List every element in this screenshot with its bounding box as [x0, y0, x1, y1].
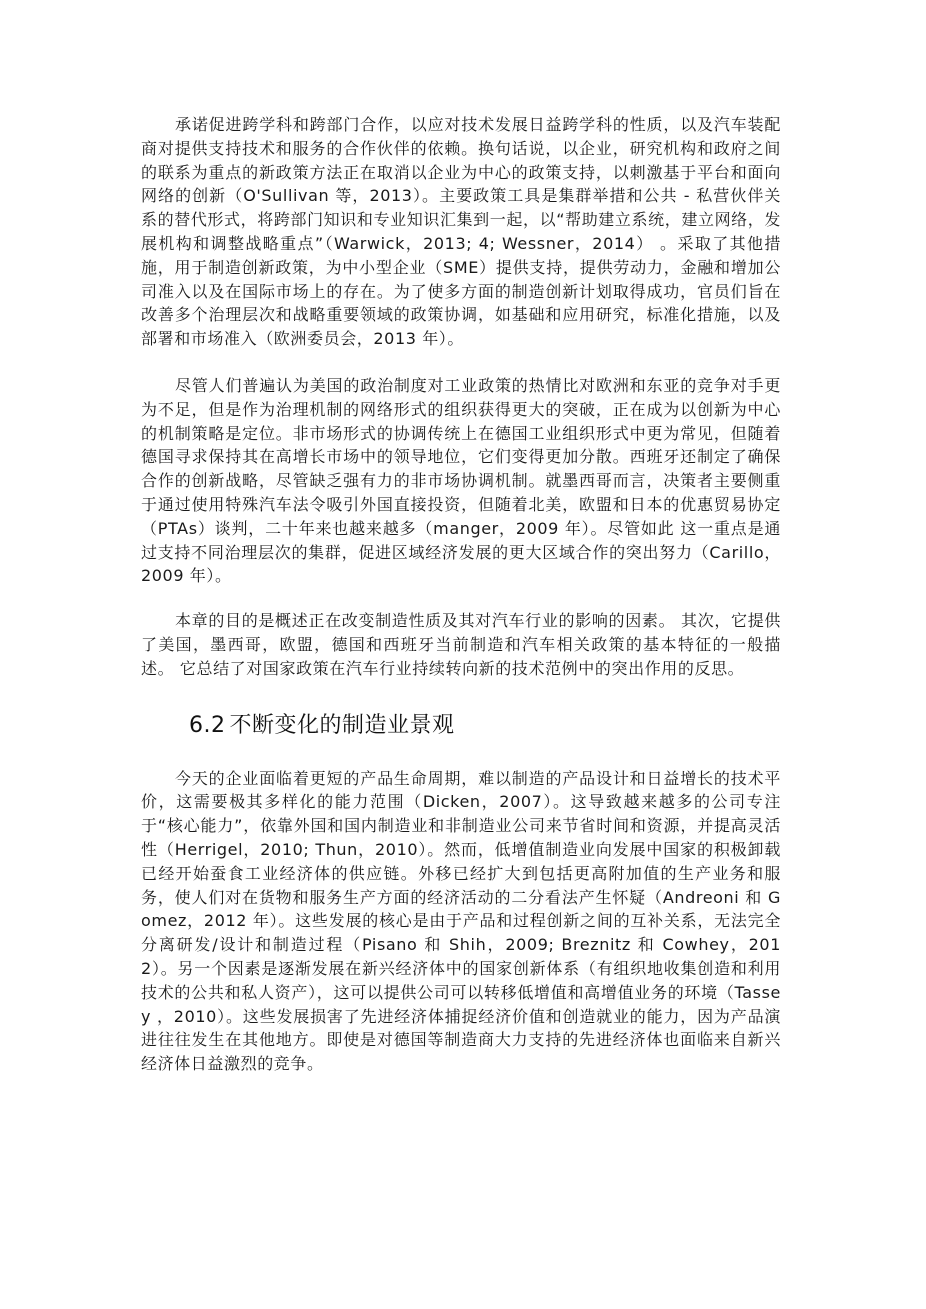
- paragraph-manufacturing-landscape: 今天的企业面临着更短的产品生命周期，难以制造的产品设计和日益增长的技术平价，这需要极其多样化的能力范围（Dicken，2007）。这导致越来越多的公司专注于“核心能力”，依靠外国和国内制造业和非制造业公司来节省时间和资源，并提高灵活性（Herrigel，2010; Thun，2010）。然而，低增值制造业向发展中国家的积极卸载已经开始蚕食工业经济体的供应链。外移已经扩大到包括更高附加值的生产业务和服务，使人们对在货物和服务生产方面的经济活动的二分看法产生怀疑（Andreoni 和 Gomez，2012 年）。这些发展的核心是由于产品和过程创新之间的互补关系，无法完全分离研发/设计和制造过程（Pisano 和 Shih，2009; Breznitz 和 Cowhey，2012）。另一个因素是逐渐发展在新兴经济体中的国家创新体系（有组织地收集创造和利用技术的公共和私人资产），这可以提供公司可以转移低增值和高增值业务的环境（Tassey ，2010）。这些发展损害了先进经济体捕捉经济价值和创造就业的能力，因为产品演进往往发生在其他地方。即使是对德国等制造商大力支持的先进经济体也面临来自新兴经济体日益激烈的竞争。: [141, 768, 781, 1074]
- section-heading: [141, 711, 781, 741]
- paragraph-political-systems: 尽管人们普遍认为美国的政治制度对工业政策的热情比对欧洲和东亚的竞争对手更为不足，但是作为治理机制的网络形式的组织获得更大的突破，正在成为以创新为中心的机制策略是定位。非市场形式的协调传统上在德国工业组织形式中更为常见，但随着德国寻求保持其在高增长市场中的领导地位，它们变得更加分散。西班牙还制定了确保合作的创新战略，尽管缺乏强有力的非市场协调机制。就墨西哥而言，决策者主要侧重于通过使用特殊汽车法令吸引外国直接投资，但随着北美，欧盟和日本的优惠贸易协定（PTAs）谈判，二十年来也越来越多（manger，2009 年）。尽管如此 这一重点是通过支持不同治理层次的集群，促进区域经济发展的更大区域合作的突出努力（Carillo，2009 年）。: [141, 375, 781, 586]
- paragraph-policy-approach: 承诺促进跨学科和跨部门合作，以应对技术发展日益跨学科的性质，以及汽车装配商对提供支持技术和服务的合作伙伴的依赖。换句话说，以企业，研究机构和政府之间的联系为重点的新政策方法正在取消以企业为中心的政策支持，以刺激基于平台和面向网络的创新（O'Sullivan 等，2013）。主要政策工具是集群举措和公共 - 私营伙伴关系的替代形式，将跨部门知识和专业知识汇集到一起，以“帮助建立系统，建立网络，发展机构和调整战略重点”（Warwick，2013; 4; Wessner，2014） 。采取了其他措施，用于制造创新政策，为中小型企业（SME）提供支持，提供劳动力，金融和增加公司准入以及在国际市场上的存在。为了使多方面的制造创新计划取得成功，官员们旨在改善多个治理层次和战略重要领域的政策协调，如基础和应用研究，标准化措施，以及部署和市场准入（欧洲委员会，2013 年）。: [141, 115, 781, 349]
- page-body: [141, 113, 781, 1076]
- paragraph-chapter-purpose: 本章的目的是概述正在改变制造性质及其对汽车行业的影响的因素。 其次，它提供了美国，墨西哥，欧盟，德国和西班牙当前制造和汽车相关政策的基本特征的一般描述。 它总结了对国家政策在汽车行业持续转向新的技术范例中的突出作用的反思。: [141, 611, 781, 678]
- section-number: 6.2: [189, 712, 226, 738]
- section-title: 不断变化的制造业景观: [229, 712, 455, 738]
